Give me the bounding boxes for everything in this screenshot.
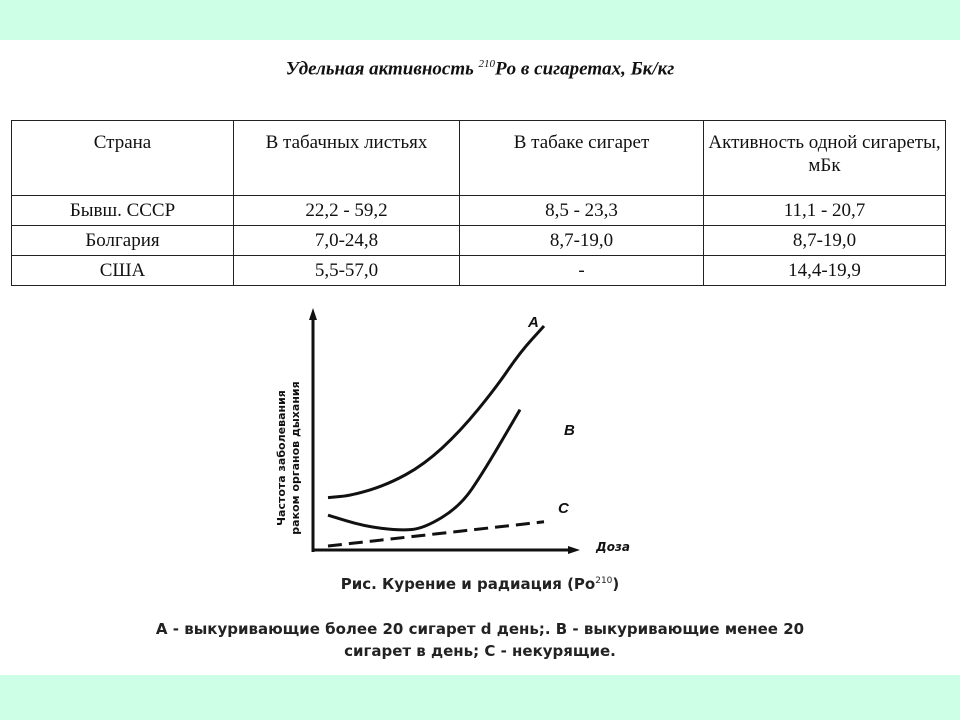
cell-tobacco: -: [460, 256, 704, 286]
caption-text: Рис. Курение и радиация (Po: [340, 575, 596, 593]
header-country: Страна: [12, 121, 234, 196]
table-row: [12, 196, 946, 226]
caption-close: ): [612, 575, 620, 593]
cell-cigarette: 11,1 - 20,7: [704, 196, 946, 226]
curve-label-b: B: [564, 422, 575, 439]
cell-cigarette: 8,7-19,0: [704, 226, 946, 256]
cell-leaves: 5,5-57,0: [234, 256, 460, 286]
bottom-band: [0, 675, 960, 720]
curve-label-a: A: [528, 314, 539, 331]
cell-tobacco: 8,5 - 23,3: [460, 196, 704, 226]
cell-country: США: [12, 256, 234, 286]
cell-cigarette: 14,4-19,9: [704, 256, 946, 286]
top-band: [0, 0, 960, 40]
legend-line-1: А - выкуривающие более 20 сигарет d день;. В - выкуривающие менее 20: [155, 620, 805, 638]
x-axis-arrow: [568, 546, 580, 554]
legend-line-2: сигарет в день; С - некурящие.: [344, 642, 616, 660]
cell-leaves: 7,0-24,8: [234, 226, 460, 256]
curve-label-c: C: [558, 500, 569, 517]
figure-legend: [40, 618, 920, 662]
table-row: [12, 256, 946, 286]
series-layer: [328, 326, 544, 546]
table-header-row: [12, 121, 946, 196]
header-one-cigarette-activity: Активность одной сигареты, мБк: [704, 121, 946, 196]
header-cigarette-tobacco: В табаке сигарет: [460, 121, 704, 196]
caption-isotope-mass: 210: [595, 576, 613, 586]
cell-country: Бывш. СССР: [12, 196, 234, 226]
series-b-line: [328, 410, 520, 530]
header-leaves: В табачных листьях: [234, 121, 460, 196]
figure-caption: [0, 575, 960, 593]
cell-country: Болгария: [12, 226, 234, 256]
y-axis-label-text: [275, 368, 303, 548]
dose-response-chart: [258, 300, 658, 565]
chart-svg: [258, 300, 658, 565]
title-prefix: Удельная активность: [285, 58, 479, 80]
y-axis-label-line-2: раком органов дыхания: [289, 381, 302, 535]
y-axis-label-line-1: Частота заболевания: [275, 390, 288, 526]
slide-title: [0, 58, 960, 80]
activity-table: [11, 120, 946, 286]
x-axis-label: Доза: [596, 540, 631, 554]
title-suffix: Po в сигаретах, Бк/кг: [495, 58, 675, 80]
y-axis-arrow: [309, 308, 317, 320]
series-a-line: [328, 326, 544, 498]
cell-tobacco: 8,7-19,0: [460, 226, 704, 256]
cell-leaves: 22,2 - 59,2: [234, 196, 460, 226]
title-isotope-mass: 210: [478, 58, 496, 70]
table-row: [12, 226, 946, 256]
